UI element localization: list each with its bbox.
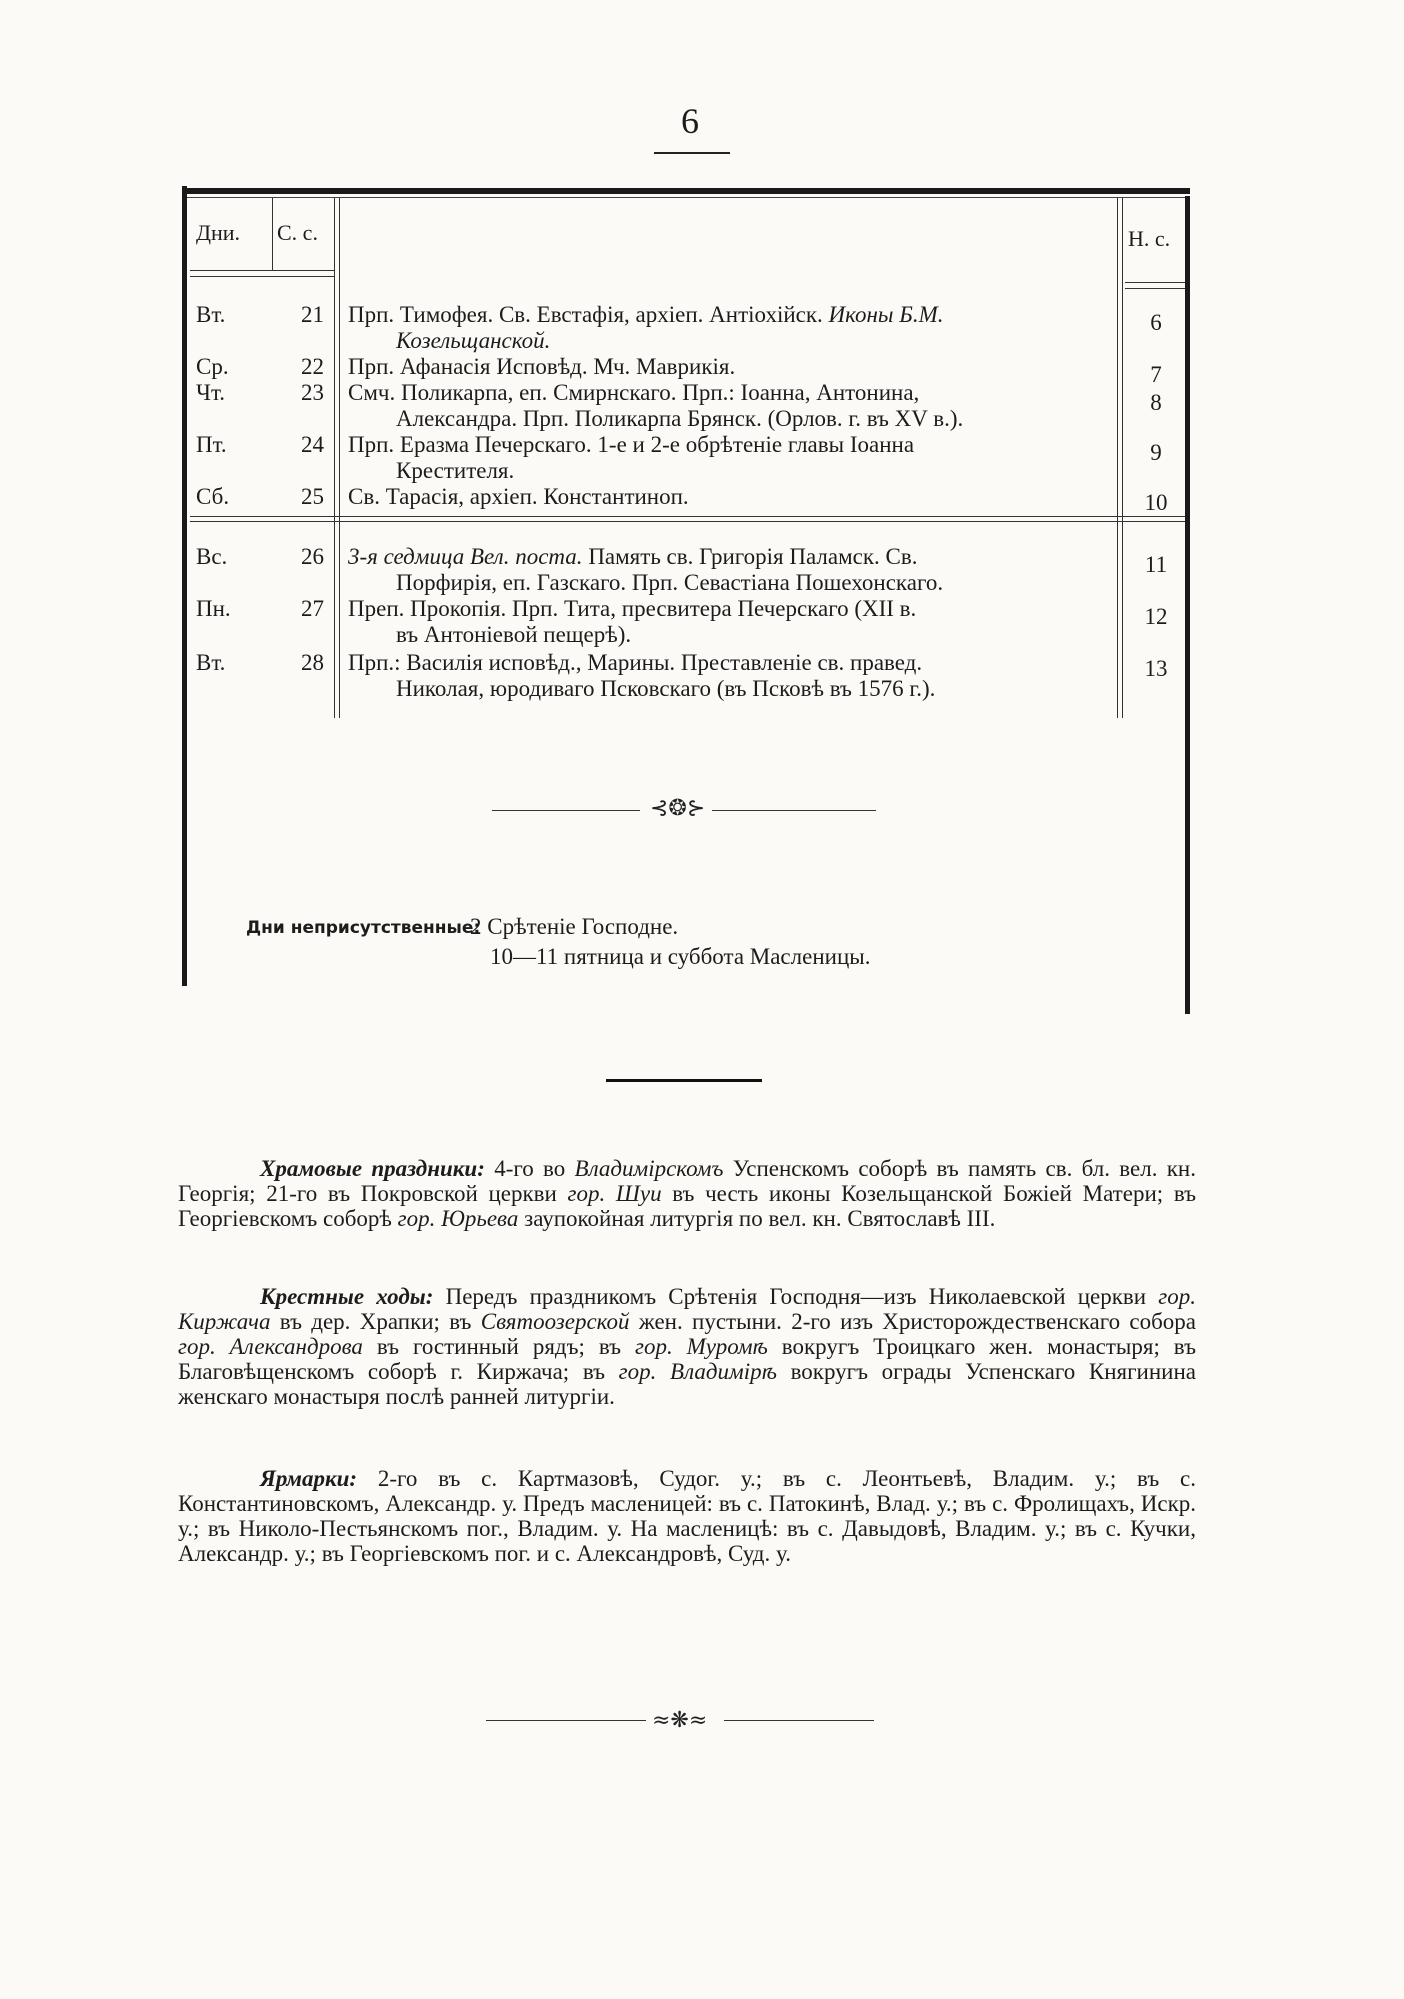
row-text-italic: Иконы Б.М. [828,302,944,327]
text-run: вокругъ Троицкаго жен. монастыря; въ Благовѣщенскомъ соборѣ г. Киржача; въ [178,1334,1196,1384]
text-run: Передъ праздникомъ Срѣтенія Господня—изъ Николаевской церкви [433,1284,1159,1309]
processions-heading: Крестные ходы: [260,1284,434,1309]
fairs-paragraph [178,1466,1196,1566]
header-days: Дни. [196,220,241,245]
row-old-date: 24 [301,432,324,457]
row-day: Вт. [196,650,226,675]
row-text-italic: 3-я седмица Вел. поста. [348,544,583,569]
header-new-style: Н. с. [1128,226,1171,251]
col-rule-ss-2 [339,198,340,718]
row-new-date: 8 [1150,390,1162,415]
row-text [348,432,1108,484]
row-new-date: 7 [1150,362,1162,387]
table-left-border [182,186,187,986]
text-run-italic: гор. Юрьева [397,1206,519,1231]
week-separator [190,516,1185,517]
row-text-line: Память св. Григорія Паламск. Св. [588,544,918,569]
text-run: жен. пустыни. 2-го изъ Христорождественскаго собора [629,1309,1197,1334]
table-top-border [185,188,1190,194]
row-old-date: 26 [301,544,324,569]
row-text [348,544,1108,596]
row-text-line: Св. Тарасія, архіеп. Константиноп. [348,484,689,509]
temple-feasts-heading: Храмовые праздники: [260,1156,485,1181]
row-text-line: Прп. Еразма Печерскаго. 1-е и 2-е обрѣтеніе главы Іоанна [348,432,915,457]
row-text [348,596,1108,648]
text-run-italic: Святоозерской [480,1309,630,1334]
row-day: Чт. [196,380,226,405]
col-rule-ns-2 [1122,198,1123,718]
text-run: 4-го во [484,1156,575,1181]
row-day: Пн. [196,596,231,621]
row-text-line: Преп. Прокопія. Прп. Тита, пресвитера Печерскаго (XII в. [348,596,917,621]
row-text [348,380,1108,432]
row-text-line: Прп. Афанасія Исповѣд. Мч. Маврикія. [348,354,736,379]
row-new-date: 13 [1144,656,1168,681]
text-run: въ честь иконы Козельщанской Божіей Матери; въ Георгіевскомъ соборѣ [178,1181,1196,1231]
text-run-italic: гор. Александрова [178,1334,363,1359]
row-text-line: Прп. Тимофея. Св. Евстафія, архіеп. Антіохійск. [348,302,823,327]
text-run-italic: гор. Муромѣ [634,1334,768,1359]
row-new-date: 6 [1150,310,1162,335]
bottom-ornament-line-right [724,1720,874,1721]
row-new-date: 10 [1144,490,1168,515]
fairs-heading: Ярмарки: [260,1466,358,1491]
row-text-line: въ Антоніевой пещерѣ). [396,622,632,647]
nonworking-line: 10—11 пятница и суббота Масленицы. [490,944,871,969]
row-text [348,650,1108,702]
row-text [348,484,1108,510]
row-day: Пт. [196,432,227,457]
row-new-date: 11 [1144,552,1168,577]
text-run: въ дер. Храпки; въ [270,1309,481,1334]
text-run: заупокойная литургія по вел. кн. Святославѣ III. [518,1206,996,1231]
week-separator-2 [190,521,1185,522]
row-text-line: Порфирія, еп. Газскаго. Прп. Севастіана Пошехонскаго. [396,570,944,595]
text-run-italic: гор. Киржача [178,1284,1196,1334]
ornament-line-right [712,810,876,811]
row-day: Ср. [196,354,229,379]
row-text [348,302,1108,354]
text-run: въ гостинный рядъ; въ [362,1334,635,1359]
table-right-border [1185,196,1190,1014]
nonworking-line: 2 Срѣтеніе Господне. [470,914,679,939]
row-new-date: 9 [1150,440,1162,465]
temple-feasts-paragraph [178,1156,1196,1231]
row-text-line: Крестителя. [396,458,515,483]
header-rule-left-2 [190,276,335,277]
ornament-icon: ⊰❂⊱ [650,796,706,821]
text-run-italic: Владимірскомъ [574,1156,724,1181]
page-number: 6 [681,101,699,141]
processions-paragraph [178,1284,1196,1409]
row-text-line: Смч. Поликарпа, еп. Смирнскаго. Прп.: Іоанна, Антонина, [348,380,920,405]
text-run-italic: гор. Шуи [567,1181,662,1206]
section-separator [606,1079,762,1082]
ornament-line-left [492,810,640,811]
row-old-date: 23 [301,380,324,405]
header-rule-right [1125,282,1185,283]
header-old-style: С. с. [277,220,318,245]
text-run-italic: гор. Владимірѣ [618,1359,777,1384]
row-day: Сб. [196,484,230,509]
row-day: Вс. [196,544,228,569]
row-old-date: 22 [301,354,324,379]
text-run: вокругъ ограды Успенскаго Княгинина женскаго монастыря послѣ ранней литургіи. [178,1359,1196,1409]
row-old-date: 28 [301,650,324,675]
text-run: 2-го въ с. Картмазовѣ, Судог. у.; въ с. Леонтьевѣ, Владим. у.; въ с. Константиновскомъ, Александр. у. Предъ масленицей: въ с. Патокинѣ, Влад. у.; въ с. Фролищахъ, Искр. у.; въ Николо-Пестьянскомъ пог., Владим. у. На масленицѣ: въ с. Давыдовѣ, Владим. у.; въ с. Кучки, Александр. у.; въ Георгіевскомъ пог. и с. Александровѣ, Суд. у. [178,1466,1196,1566]
row-old-date: 21 [301,302,324,327]
row-text-line: Николая, юродиваго Псковскаго (въ Псковѣ въ 1576 г.). [396,676,936,701]
bottom-ornament-line-left [486,1720,646,1721]
text-run: Успенскомъ соборѣ въ память св. бл. вел. кн. Георгія; 21-го въ Покровской церкви [178,1156,1196,1206]
table-top-border-thin [185,197,1190,198]
row-text-italic: Козельщанской. [396,328,551,353]
row-text [348,354,1108,380]
header-rule-left [190,270,335,271]
col-rule-days [272,198,273,270]
row-text-line: Прп.: Василія исповѣд., Марины. Преставленіе св. правед. [348,650,923,675]
row-old-date: 27 [301,596,324,621]
row-text-line: Александра. Прп. Поликарпа Брянск. (Орлов. г. въ XV в.). [396,406,964,431]
row-new-date: 12 [1144,604,1168,629]
col-rule-ns-1 [1117,198,1118,718]
page-number-rule [654,152,730,154]
row-old-date: 25 [301,484,324,509]
nonworking-label: Дни неприсутственные: [246,918,481,938]
header-rule-right-2 [1125,288,1185,289]
row-day: Вт. [196,302,226,327]
bottom-ornament-icon: ≈❋≈ [652,1708,708,1733]
